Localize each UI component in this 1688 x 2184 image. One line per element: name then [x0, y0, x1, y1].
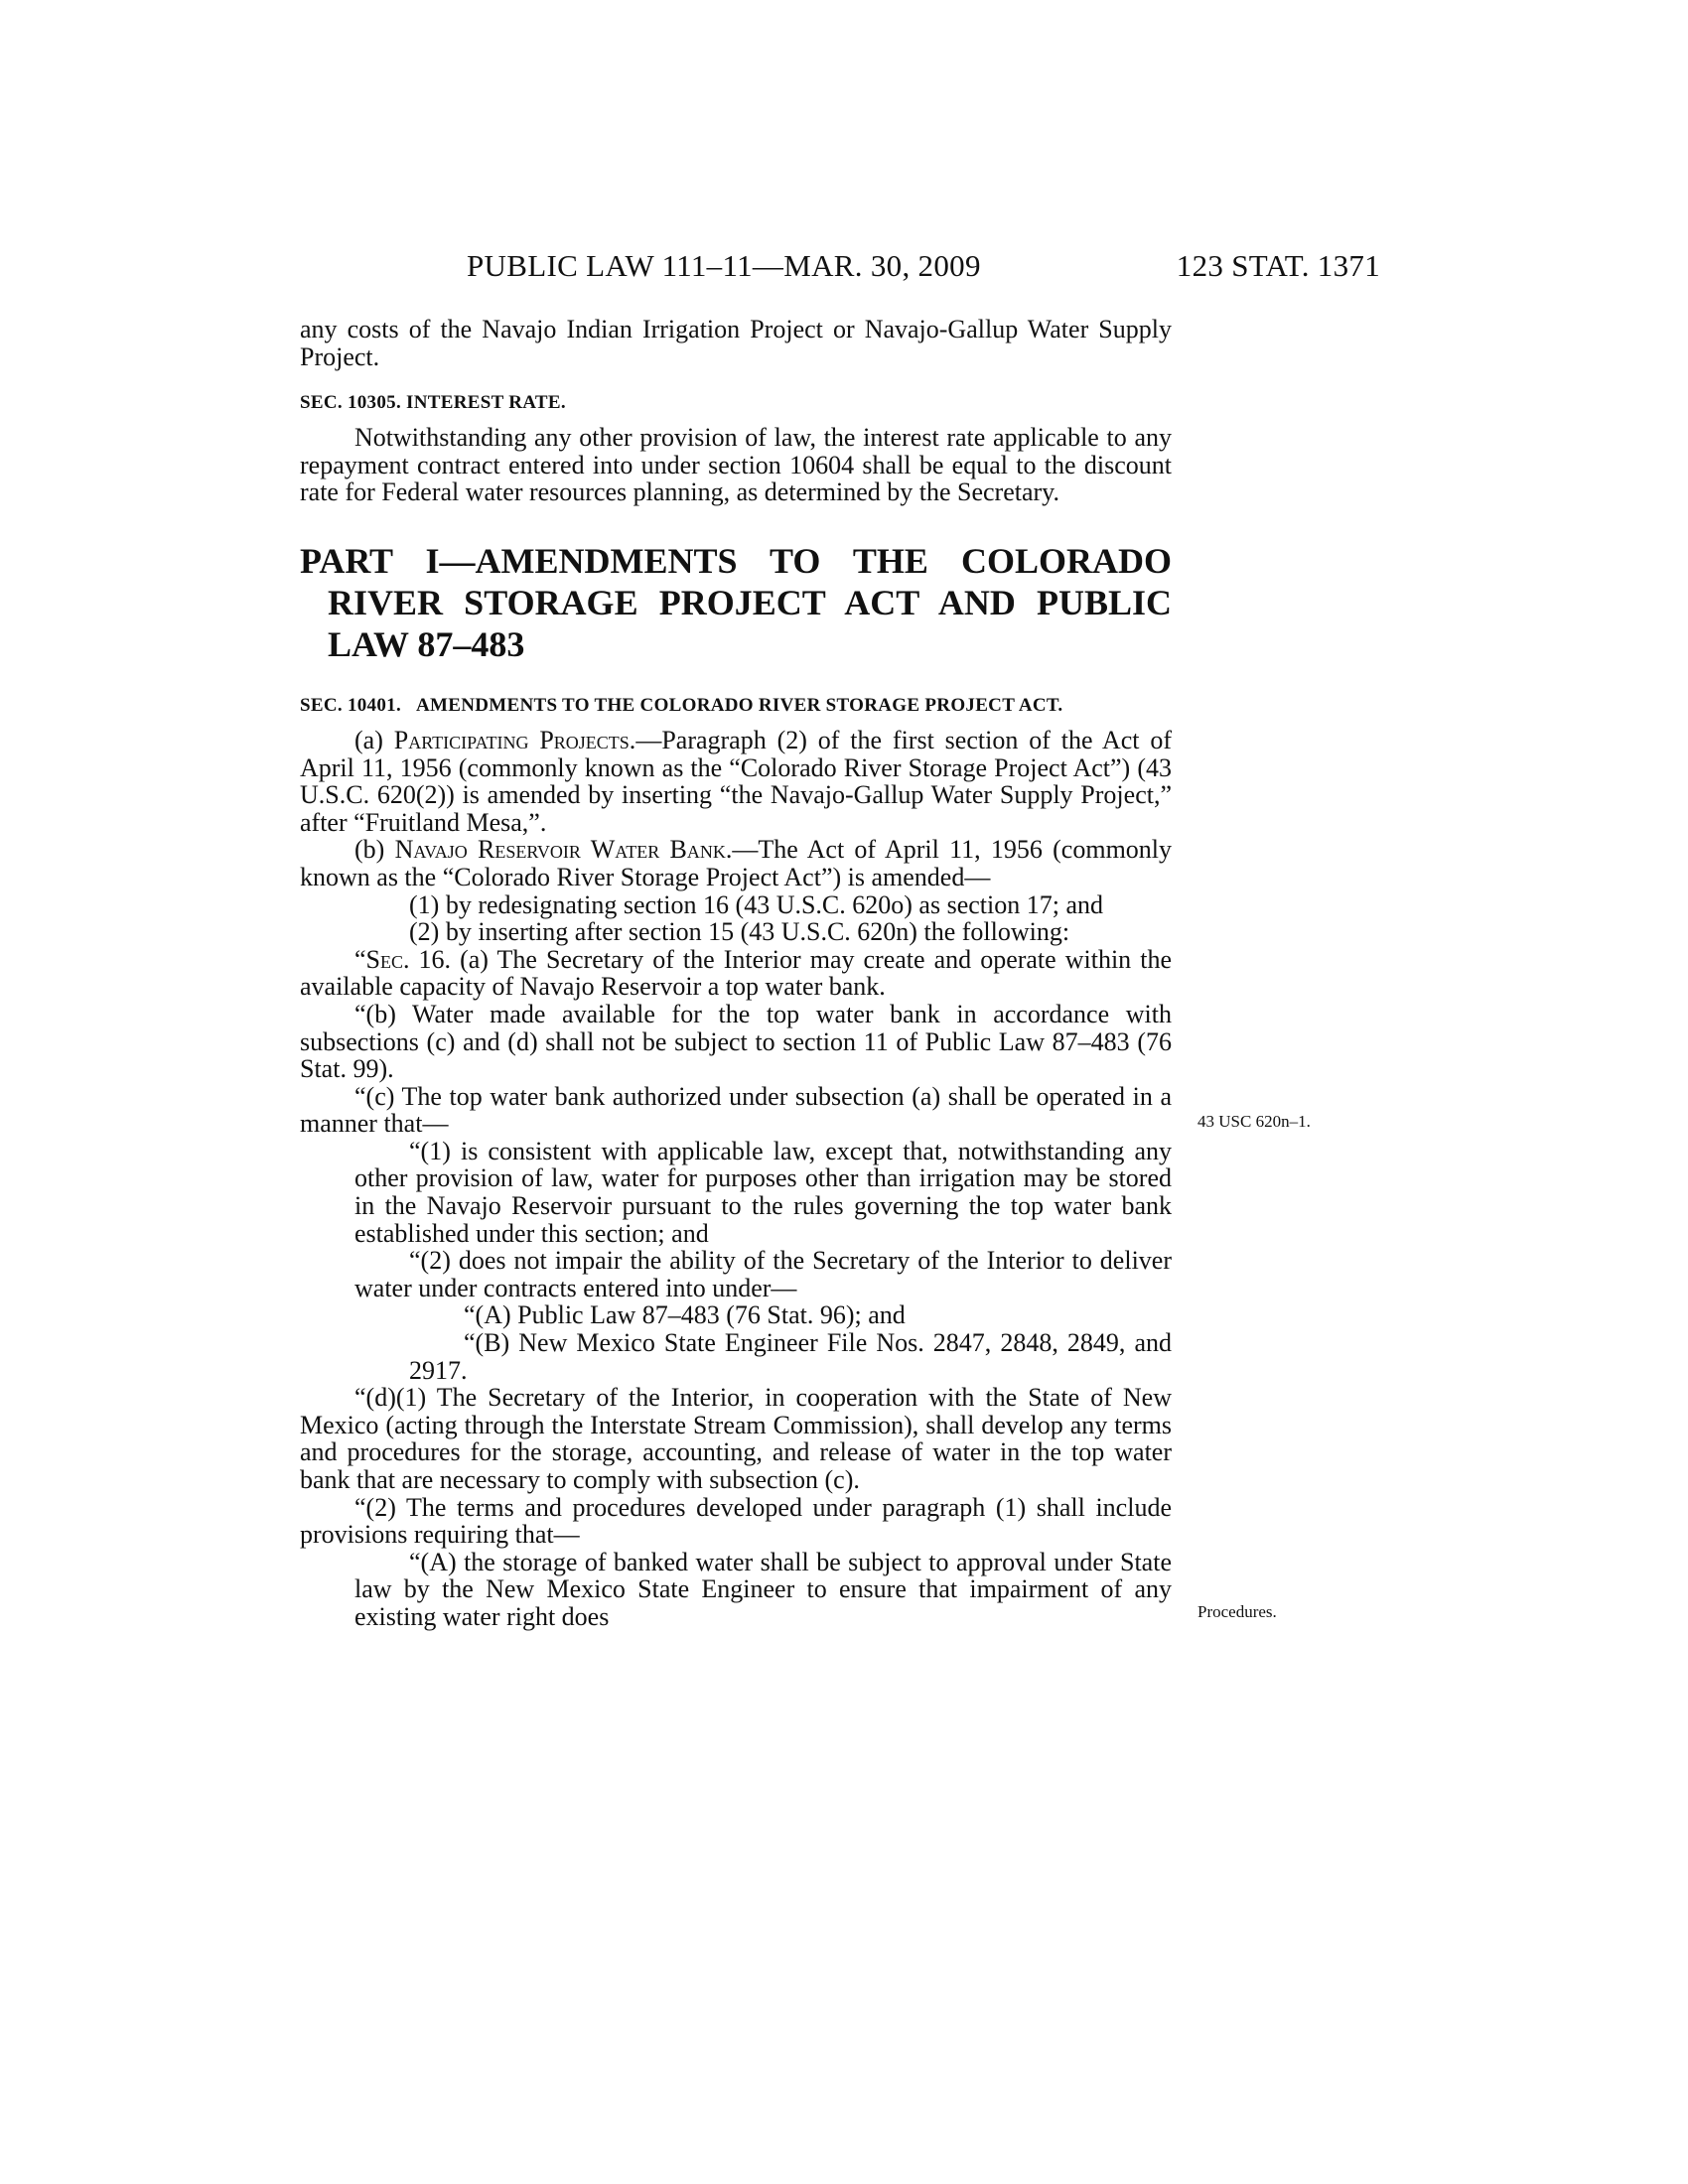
section-16-a [300, 946, 1172, 1001]
section-16-c2b: “(B) New Mexico State Engineer File Nos. 2847, 2848, 2849, and 2917. [409, 1328, 1172, 1385]
section-10401-number: SEC. 10401. [300, 694, 402, 716]
section-10305-heading: SEC. 10305. INTEREST RATE. [300, 392, 566, 414]
section-16-c: “(c) The top water bank authorized under subsection (a) shall be operated in a manner that— [300, 1081, 1172, 1139]
section-16-c1: “(1) is consistent with applicable law, except that, notwithstanding any other provision of law, water for purposes other than irrigation may be stored in the Navajo Reservoir pursuant to the rules governing the top water bank established under this section; and [354, 1136, 1172, 1248]
continued-paragraph: any costs of the Navajo Indian Irrigation Project or Navajo-Gallup Water Supply Project. [300, 315, 1172, 371]
subsection-b-caption: Navajo Reservoir Water Bank. [394, 835, 733, 865]
subsection-a-caption: Participating Projects. [393, 725, 636, 754]
subsection-a-label: (a) [354, 725, 383, 754]
subsection-a-text: —Paragraph (2) of the first section of the Act of April 11, 1956 (commonly known as the “Colorado River Storage Project Act”) (43 U.S.C. 620(2)) is amended by inserting “the Navajo-Gallup Water Supply Project,” after “Fruitland Mesa,”. [300, 725, 1172, 837]
section-10401-heading [300, 693, 1172, 719]
section-16-d2a: “(A) the storage of banked water shall be subject to approval under State law by the New Mexico State Engineer to ensure that impairment of any existing water right does [354, 1547, 1172, 1631]
public-law-heading: PUBLIC LAW 111–11—MAR. 30, 2009 [467, 248, 981, 283]
section-16-b: “(b) Water made available for the top water bank in accordance with subsections (c) and (d) shall not be subject to section 11 of Public Law 87–483 (76 Stat. 99). [300, 999, 1172, 1084]
statute-page-number: 123 STAT. 1371 [1176, 248, 1380, 283]
subsection-a [300, 727, 1172, 836]
margin-note-usc: 43 USC 620n–1. [1197, 1112, 1311, 1131]
section-16-a-text: 16. (a) The Secretary of the Interior may create and operate within the available capacity of Navajo Reservoir a top water bank. [300, 944, 1172, 1002]
subsection-b-label: (b) [354, 835, 385, 865]
section-10305-text: Notwithstanding any other provision of law, the interest rate applicable to any repayment contract entered into under section 10604 shall be equal to the discount rate for Federal water resources planning, as determined by the Secretary. [300, 423, 1172, 507]
section-10401-title: AMENDMENTS TO THE COLORADO RIVER STORAGE PROJECT ACT. [416, 694, 1063, 716]
section-16-d2: “(2) The terms and procedures developed under paragraph (1) shall include provisions requiring that— [300, 1492, 1172, 1550]
main-text-column [300, 316, 1172, 1631]
section-16-open-quote: “ [354, 944, 366, 974]
section-16-c2: “(2) does not impair the ability of the Secretary of the Interior to deliver water under contracts entered into under— [354, 1246, 1172, 1302]
paragraph-b2: (2) by inserting after section 15 (43 U.S.C. 620n) the following: [409, 917, 1070, 947]
paragraph-b1: (1) by redesignating section 16 (43 U.S.C. 620o) as section 17; and [409, 889, 1103, 919]
margin-note-procedures: Procedures. [1197, 1602, 1277, 1621]
subsection-b-text: —The Act of April 11, 1956 (commonly known as the “Colorado River Storage Project Act”) is amended— [300, 835, 1173, 891]
part-i-title: PART I—AMENDMENTS TO THE COLORADO RIVER STORAGE PROJECT ACT AND PUBLIC LAW 87–483 [300, 540, 1172, 664]
subsection-b [300, 836, 1172, 890]
section-16-label: Sec. [365, 944, 410, 974]
section-16-c2a: “(A) Public Law 87–483 (76 Stat. 96); and [464, 1300, 906, 1330]
section-16-d1: “(d)(1) The Secretary of the Interior, in cooperation with the State of New Mexico (acting through the Interstate Stream Commission), shall develop any terms and procedures for the storage, accounting, and release of water in the top water bank that are necessary to comply with subsection (c). [300, 1383, 1172, 1494]
running-head [298, 248, 1380, 288]
